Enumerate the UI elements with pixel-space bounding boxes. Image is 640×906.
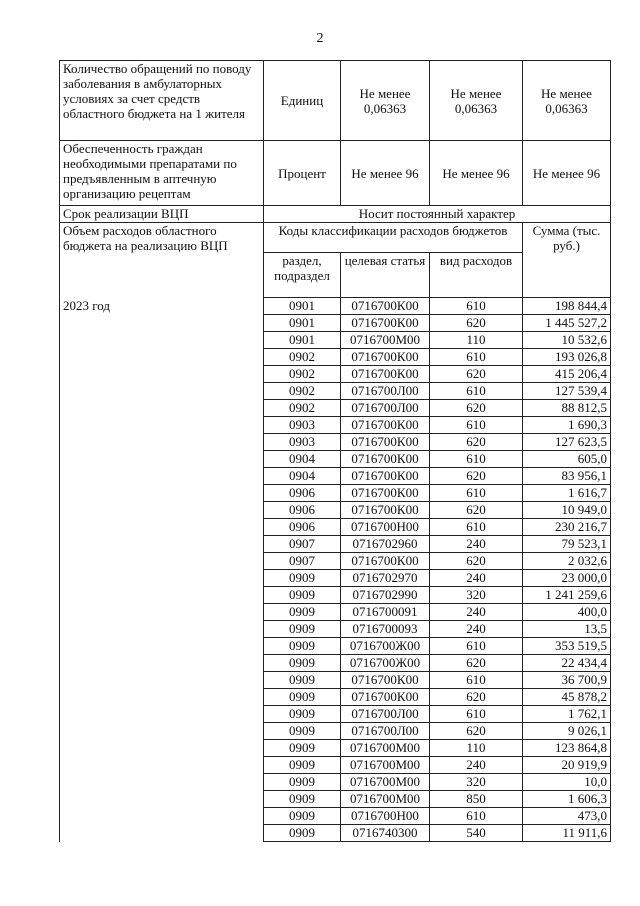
type-cell: 240 — [430, 570, 523, 587]
section-cell: 0904 — [264, 468, 341, 485]
section-cell: 0904 — [264, 451, 341, 468]
article-cell: 0716700К00 — [341, 468, 430, 485]
program-table — [59, 60, 611, 842]
type-cell: 620 — [430, 366, 523, 383]
empty-cell — [60, 587, 264, 604]
codes-header: Коды классификации расходов бюджетов — [264, 223, 523, 253]
empty-cell — [60, 366, 264, 383]
budget-row — [60, 587, 611, 604]
empty-cell — [60, 723, 264, 740]
budget-row — [60, 468, 611, 485]
budget-row — [60, 502, 611, 519]
empty-cell — [60, 519, 264, 536]
empty-cell — [60, 672, 264, 689]
page-number: 2 — [316, 31, 324, 46]
article-cell: 0716702990 — [341, 587, 430, 604]
empty-cell — [60, 638, 264, 655]
section-cell: 0902 — [264, 400, 341, 417]
sum-cell: 10 532,6 — [523, 332, 611, 349]
sum-cell: 36 700,9 — [523, 672, 611, 689]
budget-row — [60, 400, 611, 417]
section-cell: 0909 — [264, 740, 341, 757]
budget-row — [60, 791, 611, 808]
type-cell: 610 — [430, 383, 523, 400]
budget-row — [60, 723, 611, 740]
article-cell: 0716700К00 — [341, 298, 430, 315]
section-cell: 0909 — [264, 570, 341, 587]
article-cell: 0716700М00 — [341, 774, 430, 791]
article-cell: 0716700Н00 — [341, 519, 430, 536]
section-cell: 0906 — [264, 519, 341, 536]
budget-row — [60, 536, 611, 553]
budget-row — [60, 332, 611, 349]
budget-row — [60, 638, 611, 655]
article-cell: 0716700К00 — [341, 672, 430, 689]
article-cell: 0716700К00 — [341, 417, 430, 434]
sum-cell: 20 919,9 — [523, 757, 611, 774]
article-cell: 0716700К00 — [341, 349, 430, 366]
budget-row — [60, 706, 611, 723]
empty-cell — [60, 740, 264, 757]
type-cell: 620 — [430, 502, 523, 519]
empty-cell — [60, 349, 264, 366]
indicator-value: Не менее 96 — [523, 141, 611, 206]
type-cell: 610 — [430, 808, 523, 825]
sum-cell: 10 949,0 — [523, 502, 611, 519]
indicator-value: Не менее 0,06363 — [341, 61, 430, 141]
section-cell: 0909 — [264, 689, 341, 706]
type-cell: 610 — [430, 451, 523, 468]
sum-cell: 198 844,4 — [523, 298, 611, 315]
budget-row — [60, 315, 611, 332]
sum-cell: 45 878,2 — [523, 689, 611, 706]
section-cell: 0909 — [264, 672, 341, 689]
indicator-row — [60, 61, 611, 141]
type-cell: 610 — [430, 519, 523, 536]
sum-cell: 79 523,1 — [523, 536, 611, 553]
year-cell: 2023 год — [60, 298, 264, 315]
type-cell: 110 — [430, 332, 523, 349]
article-cell: 0716700Н00 — [341, 808, 430, 825]
section-cell: 0906 — [264, 485, 341, 502]
empty-cell — [60, 706, 264, 723]
empty-cell — [60, 757, 264, 774]
sum-cell: 1 445 527,2 — [523, 315, 611, 332]
section-cell: 0906 — [264, 502, 341, 519]
indicator-name: Количество обращений по поводу заболевания в амбулаторных условиях за счет средств областного бюджета на 1 жителя — [60, 61, 264, 141]
article-cell: 0716700К00 — [341, 366, 430, 383]
term-value: Носит постоянный характер — [264, 206, 611, 223]
sum-cell: 9 026,1 — [523, 723, 611, 740]
article-cell: 0716700Л00 — [341, 706, 430, 723]
article-cell: 0716700К00 — [341, 689, 430, 706]
section-cell: 0909 — [264, 723, 341, 740]
empty-cell — [60, 655, 264, 672]
section-cell: 0901 — [264, 315, 341, 332]
article-cell: 0716700Ж00 — [341, 655, 430, 672]
budget-row — [60, 451, 611, 468]
type-cell: 620 — [430, 315, 523, 332]
section-cell: 0909 — [264, 757, 341, 774]
empty-cell — [60, 502, 264, 519]
section-cell: 0909 — [264, 638, 341, 655]
budget-row — [60, 570, 611, 587]
section-cell: 0902 — [264, 383, 341, 400]
section-cell: 0903 — [264, 434, 341, 451]
sum-cell: 400,0 — [523, 604, 611, 621]
col-article-header: целевая статья — [341, 253, 430, 298]
type-cell: 620 — [430, 434, 523, 451]
sum-cell: 415 206,4 — [523, 366, 611, 383]
indicator-unit: Единиц — [264, 61, 341, 141]
type-cell: 240 — [430, 536, 523, 553]
term-label: Срок реализации ВЦП — [60, 206, 264, 223]
indicator-value: Не менее 96 — [341, 141, 430, 206]
empty-cell — [60, 536, 264, 553]
sum-cell: 1 616,7 — [523, 485, 611, 502]
section-cell: 0902 — [264, 349, 341, 366]
term-row — [60, 206, 611, 223]
sum-cell: 1 241 259,6 — [523, 587, 611, 604]
section-cell: 0901 — [264, 332, 341, 349]
sum-cell: 127 623,5 — [523, 434, 611, 451]
indicator-value: Не менее 0,06363 — [523, 61, 611, 141]
sum-cell: 1 762,1 — [523, 706, 611, 723]
budget-header-row — [60, 223, 611, 253]
budget-row — [60, 417, 611, 434]
type-cell: 320 — [430, 587, 523, 604]
empty-cell — [60, 451, 264, 468]
empty-cell — [60, 808, 264, 825]
type-cell: 610 — [430, 672, 523, 689]
article-cell: 0716700К00 — [341, 502, 430, 519]
budget-row — [60, 519, 611, 536]
section-cell: 0909 — [264, 706, 341, 723]
article-cell: 0716700К00 — [341, 485, 430, 502]
empty-cell — [60, 485, 264, 502]
type-cell: 610 — [430, 417, 523, 434]
budget-row — [60, 366, 611, 383]
type-cell: 620 — [430, 553, 523, 570]
section-cell: 0909 — [264, 587, 341, 604]
type-cell: 620 — [430, 689, 523, 706]
sum-cell: 473,0 — [523, 808, 611, 825]
sum-cell: 2 032,6 — [523, 553, 611, 570]
empty-cell — [60, 621, 264, 638]
article-cell: 0716700К00 — [341, 553, 430, 570]
empty-cell — [60, 553, 264, 570]
budget-row — [60, 672, 611, 689]
type-cell: 320 — [430, 774, 523, 791]
section-cell: 0909 — [264, 791, 341, 808]
empty-cell — [60, 604, 264, 621]
empty-cell — [60, 383, 264, 400]
article-cell: 0716700М00 — [341, 332, 430, 349]
empty-cell — [60, 825, 264, 842]
type-cell: 850 — [430, 791, 523, 808]
empty-cell — [60, 570, 264, 587]
section-cell: 0907 — [264, 536, 341, 553]
article-cell: 0716700093 — [341, 621, 430, 638]
type-cell: 610 — [430, 485, 523, 502]
sum-cell: 123 864,8 — [523, 740, 611, 757]
budget-row — [60, 383, 611, 400]
section-cell: 0909 — [264, 774, 341, 791]
budget-row — [60, 825, 611, 842]
type-cell: 620 — [430, 400, 523, 417]
sum-cell: 193 026,8 — [523, 349, 611, 366]
type-cell: 540 — [430, 825, 523, 842]
empty-cell — [60, 774, 264, 791]
sum-cell: 11 911,6 — [523, 825, 611, 842]
budget-row — [60, 808, 611, 825]
sum-cell: 10,0 — [523, 774, 611, 791]
budget-row — [60, 689, 611, 706]
type-cell: 610 — [430, 298, 523, 315]
indicator-value: Не менее 0,06363 — [430, 61, 523, 141]
empty-cell — [60, 468, 264, 485]
article-cell: 0716700Ж00 — [341, 638, 430, 655]
article-cell: 0716700Л00 — [341, 400, 430, 417]
budget-label: Объем расходов областного бюджета на реализацию ВЦП — [60, 223, 264, 298]
type-cell: 240 — [430, 757, 523, 774]
article-cell: 0716700Л00 — [341, 383, 430, 400]
section-cell: 0909 — [264, 604, 341, 621]
type-cell: 240 — [430, 604, 523, 621]
indicator-value: Не менее 96 — [430, 141, 523, 206]
article-cell: 0716700М00 — [341, 791, 430, 808]
section-cell: 0907 — [264, 553, 341, 570]
sum-cell: 230 216,7 — [523, 519, 611, 536]
type-cell: 610 — [430, 638, 523, 655]
empty-cell — [60, 417, 264, 434]
section-cell: 0909 — [264, 808, 341, 825]
empty-cell — [60, 689, 264, 706]
article-cell: 0716702960 — [341, 536, 430, 553]
sum-cell: 1 606,3 — [523, 791, 611, 808]
type-cell: 610 — [430, 349, 523, 366]
budget-row — [60, 485, 611, 502]
budget-row — [60, 553, 611, 570]
type-cell: 240 — [430, 621, 523, 638]
article-cell: 0716700Л00 — [341, 723, 430, 740]
type-cell: 610 — [430, 706, 523, 723]
section-cell: 0909 — [264, 621, 341, 638]
article-cell: 0716700К00 — [341, 434, 430, 451]
col-section-header: раздел, подраздел — [264, 253, 341, 298]
budget-row — [60, 621, 611, 638]
article-cell: 0716740300 — [341, 825, 430, 842]
sum-cell: 13,5 — [523, 621, 611, 638]
sum-cell: 127 539,4 — [523, 383, 611, 400]
section-cell: 0902 — [264, 366, 341, 383]
article-cell: 0716700М00 — [341, 757, 430, 774]
empty-cell — [60, 400, 264, 417]
empty-cell — [60, 315, 264, 332]
indicator-row — [60, 141, 611, 206]
empty-cell — [60, 791, 264, 808]
sum-cell: 1 690,3 — [523, 417, 611, 434]
section-cell: 0909 — [264, 825, 341, 842]
sum-header: Сумма (тыс. руб.) — [523, 223, 611, 298]
budget-row — [60, 774, 611, 791]
sum-cell: 23 000,0 — [523, 570, 611, 587]
sum-cell: 353 519,5 — [523, 638, 611, 655]
sum-cell: 83 956,1 — [523, 468, 611, 485]
budget-row — [60, 349, 611, 366]
sum-cell: 88 812,5 — [523, 400, 611, 417]
article-cell: 0716700091 — [341, 604, 430, 621]
budget-row — [60, 434, 611, 451]
budget-row — [60, 740, 611, 757]
section-cell: 0901 — [264, 298, 341, 315]
indicator-name: Обеспеченность граждан необходимыми препаратами по предъявленным в аптечную организацию рецептам — [60, 141, 264, 206]
article-cell: 0716700М00 — [341, 740, 430, 757]
empty-cell — [60, 332, 264, 349]
col-type-header: вид расходов — [430, 253, 523, 298]
section-cell: 0909 — [264, 655, 341, 672]
article-cell: 0716702970 — [341, 570, 430, 587]
budget-row — [60, 604, 611, 621]
type-cell: 620 — [430, 468, 523, 485]
article-cell: 0716700К00 — [341, 451, 430, 468]
budget-row — [60, 757, 611, 774]
sum-cell: 605,0 — [523, 451, 611, 468]
type-cell: 620 — [430, 655, 523, 672]
section-cell: 0903 — [264, 417, 341, 434]
type-cell: 110 — [430, 740, 523, 757]
type-cell: 620 — [430, 723, 523, 740]
budget-row — [60, 298, 611, 315]
sum-cell: 22 434,4 — [523, 655, 611, 672]
indicator-unit: Процент — [264, 141, 341, 206]
empty-cell — [60, 434, 264, 451]
article-cell: 0716700К00 — [341, 315, 430, 332]
budget-row — [60, 655, 611, 672]
